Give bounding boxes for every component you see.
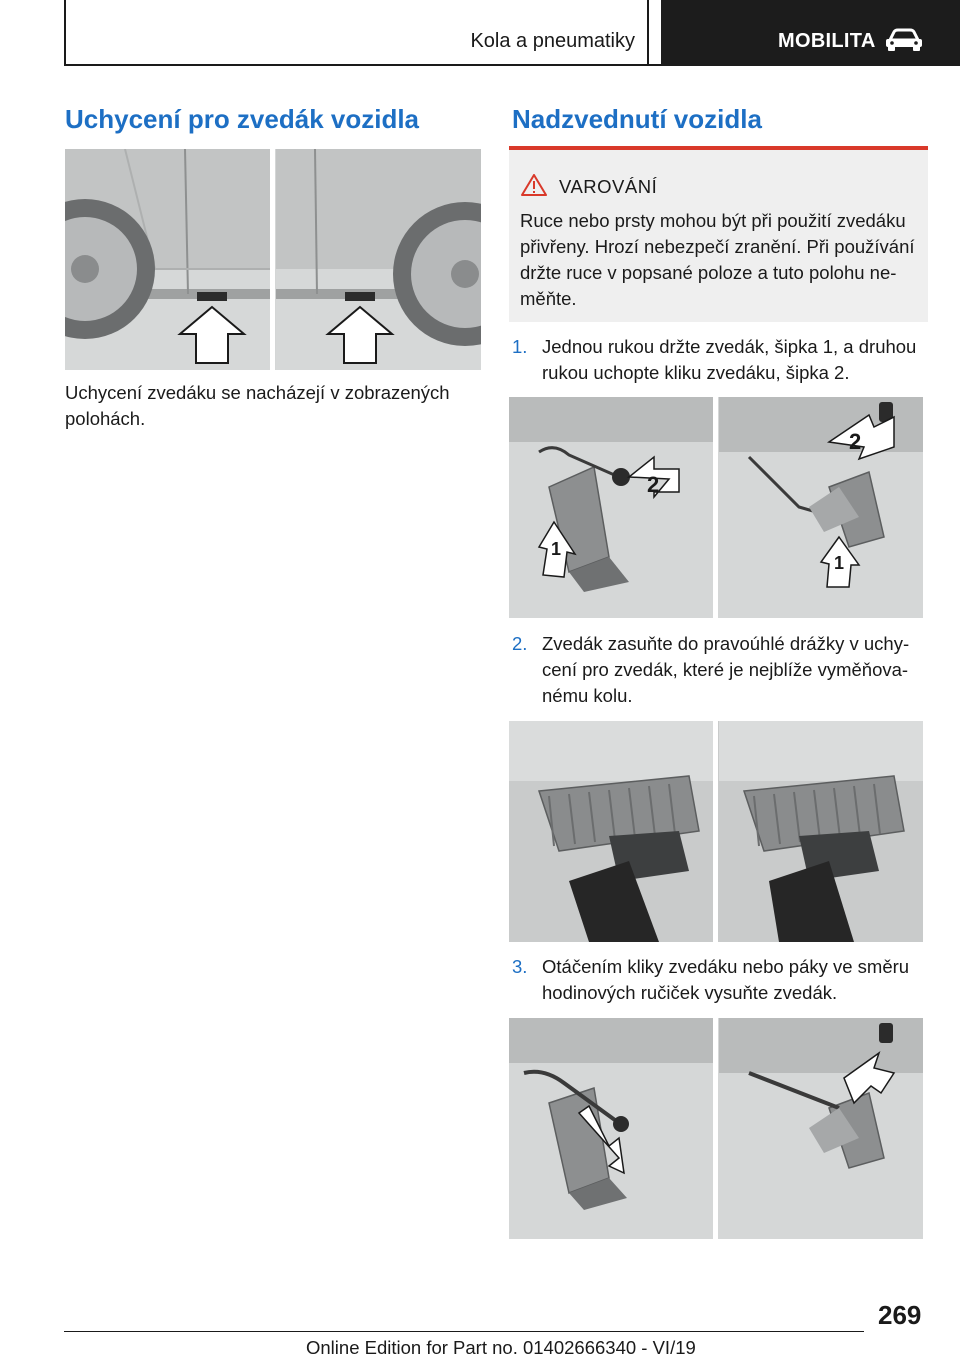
step-text: Jednou rukou držte zvedák, šipka 1, a druhou rukou uchopte kliku zvedáku, šipka 2. <box>542 336 917 383</box>
header-left-line <box>64 0 66 66</box>
car-icon <box>884 28 924 52</box>
jack-insert-figure <box>509 721 923 942</box>
step-3 <box>512 954 928 1006</box>
figure-divider <box>713 397 718 618</box>
section-heading-lifting: Nadzvednutí vozidla <box>512 104 762 134</box>
figure-divider <box>713 1018 718 1239</box>
step-1 <box>512 334 928 386</box>
figure-label-1a: 1 <box>551 539 562 559</box>
footer-rule <box>64 1331 864 1332</box>
step-2 <box>512 631 928 709</box>
figure-divider <box>270 149 275 370</box>
header-mid-line <box>647 0 649 66</box>
step-number: 2. <box>512 633 528 654</box>
step-text: Otáčením kliky zvedáku nebo páky ve směru hodinových ručiček vysuňte zvedák. <box>542 956 910 1003</box>
warning-triangle-icon <box>521 174 547 196</box>
jack-crank-figure <box>509 1018 923 1239</box>
warning-box <box>509 146 928 322</box>
jack-points-paragraph: Uchycení zvedáku se nacházejí v zobrazených polohách. <box>65 382 450 429</box>
warning-title: VAROVÁNÍ <box>559 176 658 197</box>
page-number: 269 <box>878 1300 922 1330</box>
step-text: Zvedák zasuňte do pravoúhlé drážky v uchy-cení pro zvedák, které je nejblíže vyměňova-nému kolu. <box>542 633 910 706</box>
figure-label-2b: 2 <box>849 429 862 454</box>
jack-holding-figure <box>509 397 923 618</box>
footer-edition: Online Edition for Part no. 01402666340 - VI/19 <box>306 1337 696 1358</box>
step-number: 1. <box>512 336 528 357</box>
step-number: 3. <box>512 956 528 977</box>
header-section-title: Kola a pneumatiky <box>470 30 635 52</box>
figure-label-1b: 1 <box>834 553 845 573</box>
header-chapter-title: MOBILITA <box>778 30 876 52</box>
jack-points-figure <box>65 149 481 370</box>
section-heading-jack-points: Uchycení pro zvedák vozidla <box>65 104 420 134</box>
figure-label-2a: 2 <box>647 472 660 497</box>
warning-text: Ruce nebo prsty mohou být při použití zvedáku přivřeny. Hrozí nebezpečí zranění. Při používání držte ruce v popsané poloze a tuto polohu ne-měňte. <box>520 210 915 309</box>
figure-divider <box>713 721 718 942</box>
